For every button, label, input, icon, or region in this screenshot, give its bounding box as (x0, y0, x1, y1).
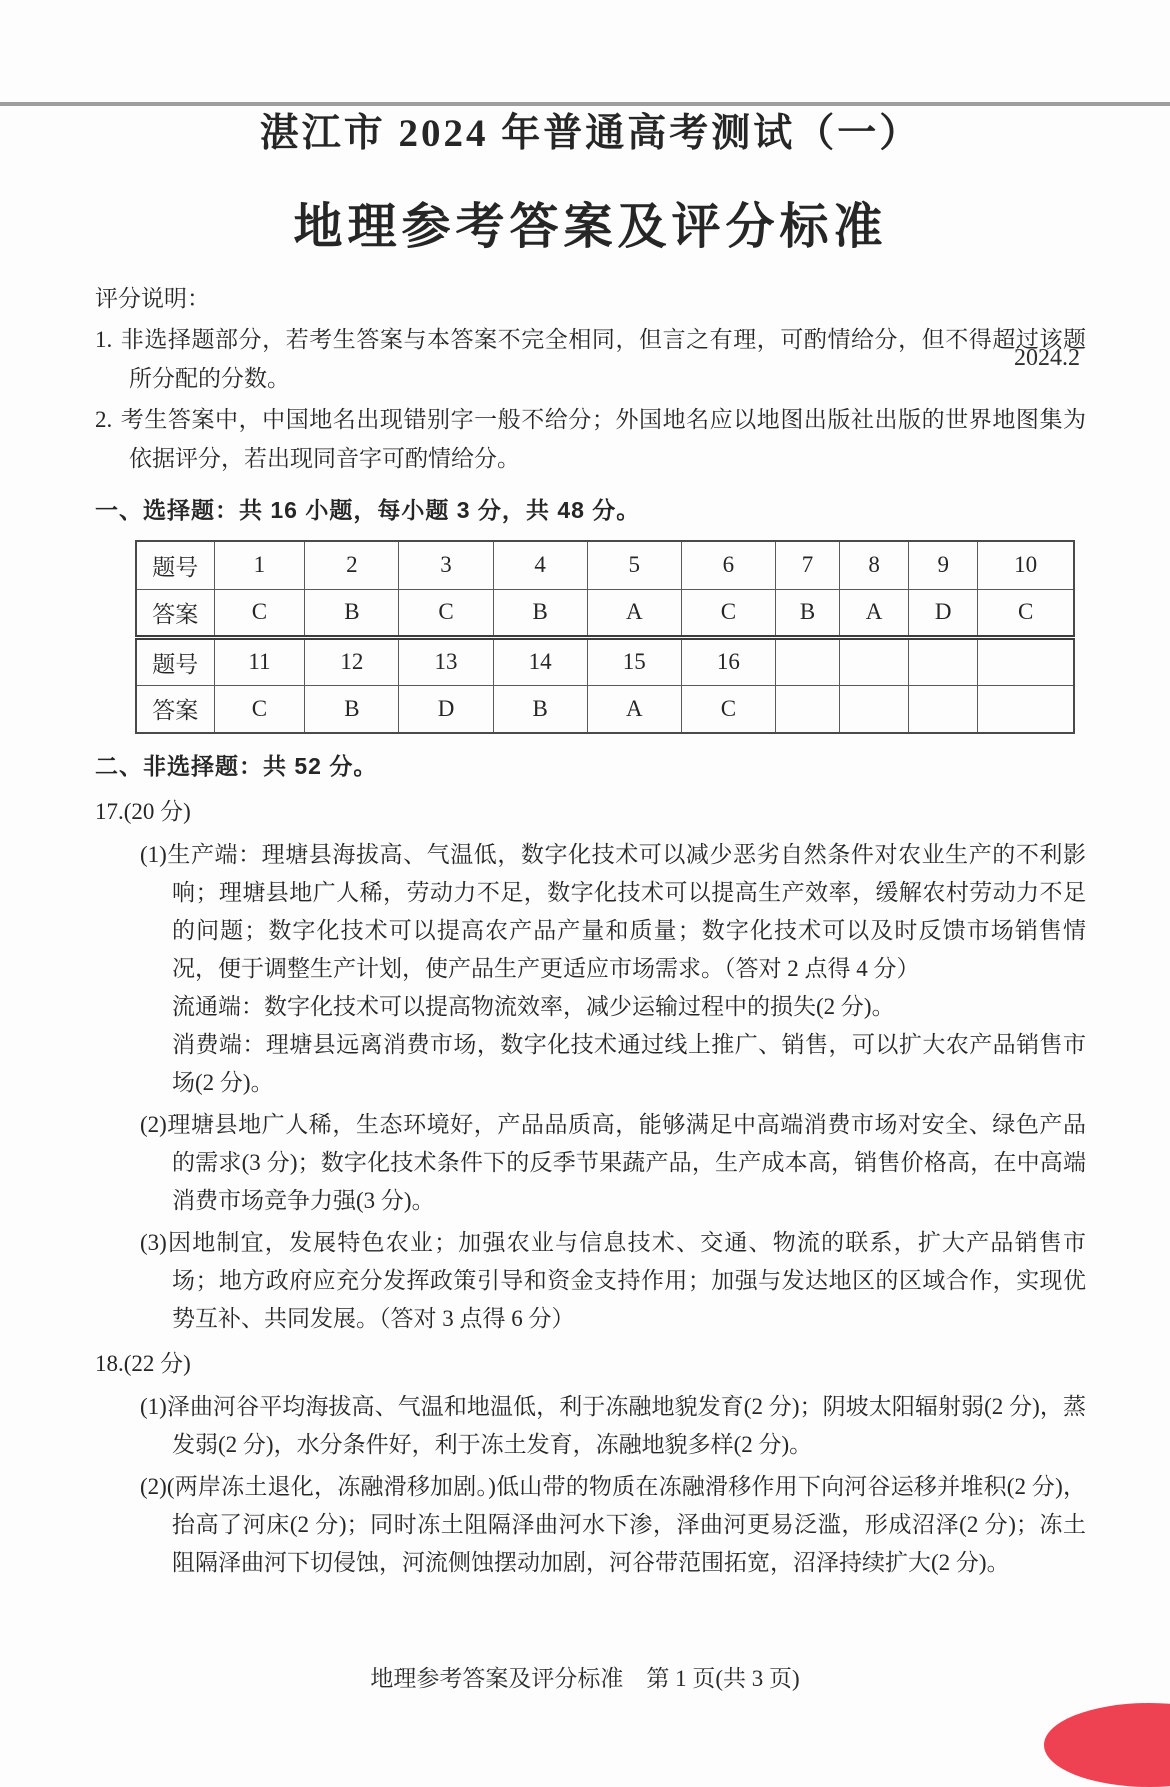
answer-cell: A (587, 589, 681, 637)
part-label: (1) (140, 842, 167, 867)
answer-cell: B (305, 589, 399, 637)
answer-cell: A (587, 685, 681, 733)
question-number-cell (978, 637, 1074, 685)
answer-part-17-3 (95, 1224, 1086, 1338)
question-17 (95, 792, 1086, 1338)
question-18 (95, 1344, 1086, 1582)
answer-cell: C (214, 589, 305, 637)
question-number-cell: 13 (399, 637, 493, 685)
document-page (0, 102, 1170, 1582)
part-label: (2) (140, 1112, 167, 1137)
note-text: 非选择题部分，若考生答案与本答案不完全相同，但言之有理，可酌情给分，但不得超过该题所分配的分数。 (120, 327, 1086, 391)
answer-cell: D (909, 589, 978, 637)
part-label: (1) (140, 1394, 167, 1419)
part-label: (3) (140, 1230, 167, 1255)
row-label-cell: 题号 (136, 541, 214, 589)
page-footer: 地理参考答案及评分标准 第 1 页(共 3 页) (370, 1666, 800, 1691)
part-text: 泽曲河谷平均海拔高、气温和地温低，利于冻融地貌发育(2 分)；阴坡太阳辐射弱(2 分)，蒸发弱(2 分)，水分条件好，利于冻土发育，冻融地貌多样(2 分)。 (166, 1394, 1086, 1457)
question-number-cell: 9 (909, 541, 978, 589)
row-label-cell: 答案 (136, 589, 214, 637)
answer-part-17-2 (95, 1106, 1086, 1220)
question-number-cell: 14 (493, 637, 587, 685)
table-row (136, 685, 1074, 733)
question-number-cell: 4 (493, 541, 587, 589)
answer-cell: A (840, 589, 909, 637)
answer-part-18-1 (95, 1388, 1086, 1464)
note-number: 2. (95, 407, 113, 432)
answer-part-18-2 (95, 1468, 1086, 1582)
question-number-cell: 11 (214, 637, 305, 685)
question-number-cell (840, 637, 909, 685)
answer-cell (909, 685, 978, 733)
answer-cell (978, 685, 1074, 733)
question-number-cell: 12 (305, 637, 399, 685)
answer-subpart-17-1-circulation: 流通端：数字化技术可以提高物流效率，减少运输过程中的损失(2 分)。 (172, 994, 895, 1019)
scan-top-edge (0, 102, 1170, 106)
answer-cell: B (305, 685, 399, 733)
answer-cell (775, 685, 839, 733)
answer-subpart-17-1-consumption: 消费端：理塘县远离消费市场，数字化技术通过线上推广、销售，可以扩大农产品销售市场(2 分)。 (172, 1032, 1086, 1095)
row-label-cell: 题号 (136, 637, 214, 685)
answer-cell: B (775, 589, 839, 637)
answer-cell (840, 685, 909, 733)
answer-table (135, 540, 1075, 734)
question-number-cell: 2 (305, 541, 399, 589)
question-number-cell: 3 (399, 541, 493, 589)
question-number-cell: 5 (587, 541, 681, 589)
question-number-cell: 8 (840, 541, 909, 589)
question-number-cell: 7 (775, 541, 839, 589)
part-text: 因地制宜，发展特色农业；加强农业与信息技术、交通、物流的联系，扩大产品销售市场；地方政府应充分发挥政策引导和资金支持作用；加强与发达地区的区域合作，实现优势互补、共同发展。（答对 3 点得 6 分） (166, 1230, 1086, 1331)
answer-cell: C (681, 685, 775, 733)
answer-cell: D (399, 685, 493, 733)
table-row (136, 637, 1074, 685)
question-number: 17.(20 分) (95, 799, 191, 824)
exam-title: 湛江市 2024 年普通高考测试（一） (259, 112, 922, 155)
part-text: (两岸冻土退化，冻融滑移加剧。)低山带的物质在冻融滑移作用下向河谷运移并堆积(2 分)，抬高了河床(2 分)；同时冻土阻隔泽曲河水下渗，泽曲河更易泛滥，形成沼泽(2 分)；冻土阻隔泽曲河下切侵蚀，河流侧蚀摆动加剧，河谷带范围拓宽，沼泽持续扩大(2 分)。 (166, 1474, 1086, 1575)
answer-cell: B (493, 589, 587, 637)
scoring-note-2 (95, 400, 1086, 478)
question-number-cell: 15 (587, 637, 681, 685)
question-number-cell: 10 (978, 541, 1074, 589)
part-text: 生产端：理塘县海拔高、气温低，数字化技术可以减少恶劣自然条件对农业生产的不利影响；理塘县地广人稀，劳动力不足，数字化技术可以提高生产效率，缓解农村劳动力不足的问题；数字化技术可以提高农产品产量和质量；数字化技术可以及时反馈市场销售情况，便于调整生产计划，使产品生产更适应市场需求。（答对 2 点得 4 分） (166, 842, 1086, 981)
red-stamp (1044, 1703, 1170, 1787)
answer-part-17-1 (95, 836, 1086, 988)
doc-title: 地理参考答案及评分标准 (293, 200, 888, 254)
question-number-cell: 16 (681, 637, 775, 685)
question-number-cell: 6 (681, 541, 775, 589)
choice-section-heading: 一、选择题：共 16 小题，每小题 3 分，共 48 分。 (95, 497, 641, 523)
row-label-cell: 答案 (136, 685, 214, 733)
table-row (136, 541, 1074, 589)
question-number-cell: 1 (214, 541, 305, 589)
scoring-note-1 (95, 320, 1086, 398)
part-text: 理塘县地广人稀，生态环境好，产品品质高，能够满足中高端消费市场对安全、绿色产品的需求(3 分)；数字化技术条件下的反季节果蔬产品，生产成本高，销售价格高，在中高端消费市场竞争力强(3 分)。 (166, 1112, 1086, 1213)
scoring-notes-heading: 评分说明： (95, 286, 210, 311)
answer-cell: C (214, 685, 305, 733)
answer-cell: C (681, 589, 775, 637)
question-number-cell (775, 637, 839, 685)
answer-cell: B (493, 685, 587, 733)
question-number-cell (909, 637, 978, 685)
question-number: 18.(22 分) (95, 1351, 191, 1376)
free-response-heading: 二、非选择题：共 52 分。 (95, 753, 378, 779)
note-text: 考生答案中，中国地名出现错别字一般不给分；外国地名应以地图出版社出版的世界地图集为依据评分，若出现同音字可酌情给分。 (120, 407, 1086, 471)
note-number: 1. (95, 327, 113, 352)
part-label: (2) (140, 1474, 167, 1499)
answer-cell: C (978, 589, 1074, 637)
table-row (136, 589, 1074, 637)
date-label: 2024.2 (1014, 345, 1080, 371)
answer-cell: C (399, 589, 493, 637)
